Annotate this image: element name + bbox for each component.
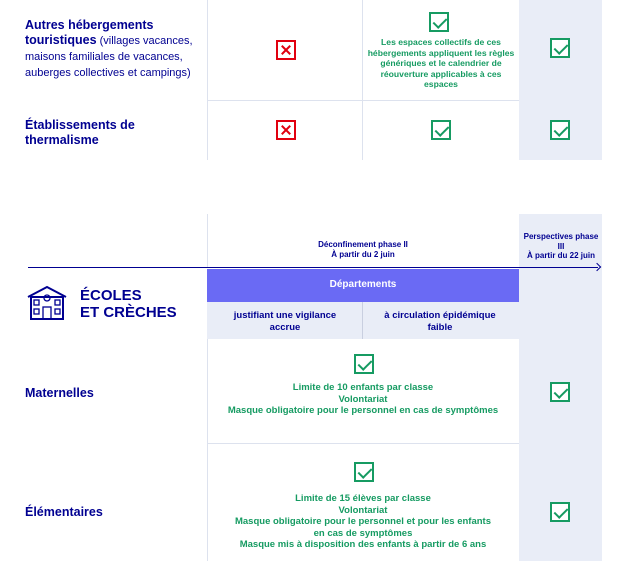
departements-header: Départements — [207, 269, 519, 302]
sub-divider — [362, 302, 363, 339]
sub-vigilance-accrue: justifiant une vigilance accrue — [233, 310, 337, 333]
check-icon — [429, 12, 449, 32]
phase3-header: Perspectives phase III À partir du 22 juin — [523, 232, 599, 260]
top-row-divider — [207, 100, 519, 101]
row-label-elementaires: Élémentaires — [25, 505, 103, 519]
row-label-maternelles: Maternelles — [25, 386, 94, 400]
timeline-arrow — [28, 267, 598, 268]
check-icon — [354, 462, 374, 482]
phase2-header: Déconfinement phase II À partir du 2 juin — [318, 240, 408, 259]
row-label-autres-hebergements: Autres hébergements touristiques (villages vacances, maisons familiales de vacances, auberges collectives et campings) — [25, 18, 193, 79]
top-divider-2 — [362, 0, 363, 160]
school-building-icon — [25, 284, 69, 322]
maternelles-conditions: Limite de 10 enfants par classe Volontariat Masque obligatoire pour le personnel en cas de symptômes — [227, 382, 499, 416]
sub-circulation-faible: à circulation épidémique faible — [384, 310, 496, 333]
check-icon — [550, 382, 570, 402]
note-espaces-collectifs: Les espaces collectifs de ces hébergements appliquent les règles génériques et le calendrier de réouverture applicables à ces espaces — [367, 37, 515, 89]
check-icon — [550, 120, 570, 140]
row-label-thermalisme: Établissements de thermalisme — [25, 118, 135, 147]
section-title: ÉCOLES ET CRÈCHES — [80, 287, 177, 321]
top-divider-1 — [207, 0, 208, 160]
check-icon — [431, 120, 451, 140]
cross-icon — [276, 120, 296, 140]
check-icon — [550, 502, 570, 522]
check-icon — [550, 38, 570, 58]
bottom-row-divider — [207, 443, 519, 444]
cross-icon — [276, 40, 296, 60]
check-icon — [354, 354, 374, 374]
elementaires-conditions: Limite de 15 élèves par classe Volontariat Masque obligatoire pour le personnel et pour les enfants en cas de symptômes Masque mis à disposition des enfants à partir de 6 ans — [234, 493, 491, 550]
